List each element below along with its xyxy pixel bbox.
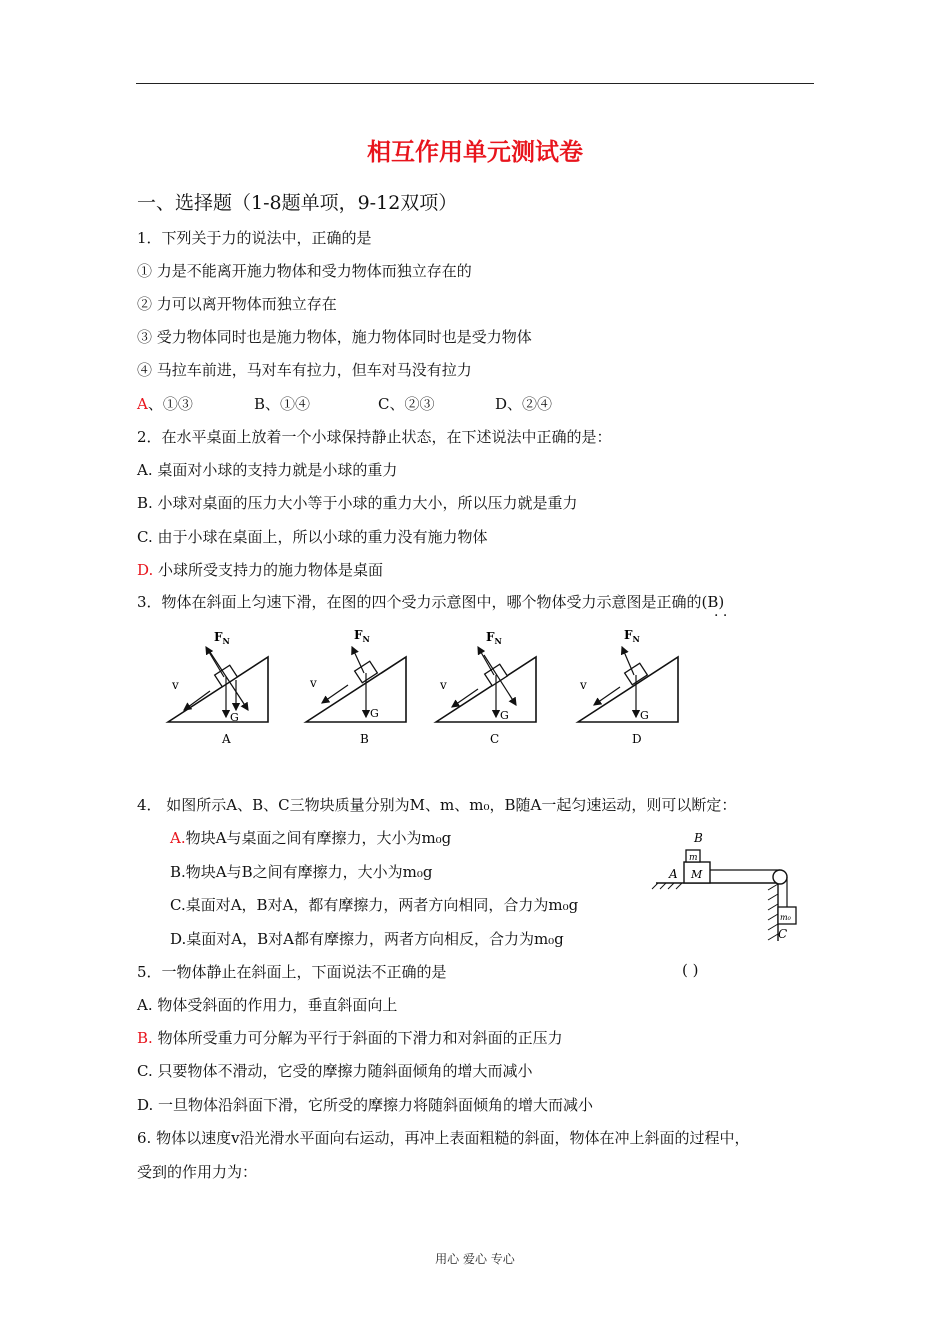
q5-option-b-letter: B. — [137, 1029, 153, 1047]
q5-stem: 5．一物体静止在斜面上，下面说法不正确的是 — [137, 963, 447, 981]
q2-option-c: C. 由于小球在桌面上，所以小球的重力没有施力物体 — [137, 528, 488, 546]
diagram-label-c: C — [490, 732, 500, 746]
q5-option-c: C. 只要物体不滑动，它受的摩擦力随斜面倾角的增大而减小 — [137, 1062, 533, 1080]
q5-option-b — [137, 1027, 563, 1048]
fig-label-c: C — [778, 927, 788, 941]
header-rule — [136, 83, 814, 84]
fig-label-m0: m₀ — [780, 913, 791, 922]
v-label-d: v — [580, 678, 587, 692]
q2-option-d-letter: D. — [137, 561, 154, 579]
q5-option-b-text: 物体所受重力可分解为平行于斜面的下滑力和对斜面的正压力 — [152, 1029, 563, 1047]
diagram-label-a: A — [222, 732, 231, 746]
q5-option-d: D. 一旦物体沿斜面下滑，它所受的摩擦力将随斜面倾角的增大而减小 — [137, 1096, 594, 1114]
diagram-label-b: B — [360, 732, 369, 746]
v-label-c: v — [440, 678, 447, 692]
q6-line-2: 受到的作用力为： — [137, 1163, 258, 1181]
q2-option-b: B. 小球对桌面的压力大小等于小球的重力大小，所以压力就是重力 — [137, 494, 578, 512]
fig-label-m: m — [689, 853, 698, 863]
g-label-d: G — [640, 709, 649, 722]
v-label-b: v — [310, 676, 317, 690]
fig-label-a: A — [669, 867, 678, 881]
q5-option-a: A. 物体受斜面的作用力，垂直斜面向上 — [137, 996, 398, 1014]
q1-stem: 1．下列关于力的说法中，正确的是 — [137, 229, 372, 247]
q4-stem: 4． 如图所示A、B、C三物块质量分别为M、m、m₀，B随A一起匀速运动，则可以断定： — [137, 796, 737, 814]
q4-option-b: B.物块A与B之间有摩擦力，大小为m₀g — [170, 863, 433, 881]
page-title: 相互作用单元测试卷 — [367, 138, 583, 166]
q4-option-a — [170, 827, 451, 848]
q4-option-a-letter: A. — [170, 829, 186, 847]
fig-label-b: B — [694, 831, 703, 845]
q1-option-d: D、②④ — [495, 395, 553, 413]
q6-line-1: 6. 物体以速度v沿光滑水平面向右运动，再冲上表面粗糙的斜面，物体在冲上斜面的过程中， — [137, 1129, 750, 1147]
incline-diagrams — [160, 625, 700, 750]
fn-label-c: $F_N$ — [486, 630, 502, 646]
q2-stem: 2．在水平桌面上放着一个小球保持静止状态，在下述说法中正确的是： — [137, 428, 612, 446]
q2-option-a: A. 桌面对小球的支持力就是小球的重力 — [137, 461, 398, 479]
incline-diagram-c — [436, 630, 536, 746]
g-label-c: G — [500, 709, 509, 722]
fig-label-big-m: M — [691, 868, 703, 881]
emphasis-dots: · · — [714, 608, 728, 624]
q3-stem: 3．物体在斜面上匀速下滑，在图的四个受力示意图中，哪个物体受力示意图是正确的(B) — [137, 593, 725, 611]
g-label-a: G — [230, 711, 239, 724]
fn-label-a: $F_N$ — [214, 630, 230, 646]
fn-label-b: $F_N$ — [354, 628, 370, 644]
q1-option-c: C、②③ — [378, 395, 435, 413]
q4-option-c: C.桌面对A，B对A，都有摩擦力，两者方向相同，合力为m₀g — [170, 896, 579, 914]
q1-item-4: ④ 马拉车前进，马对车有拉力，但车对马没有拉力 — [137, 361, 472, 379]
q1-option-a-text: 、①③ — [147, 395, 193, 413]
q2-option-d — [137, 559, 383, 580]
incline-diagram-d — [578, 628, 678, 746]
q1-item-2: ② 力可以离开物体而独立存在 — [137, 295, 337, 313]
pulley-diagram — [650, 828, 800, 943]
incline-diagram-b — [306, 628, 406, 746]
q1-option-a-letter: A — [137, 395, 148, 413]
q1-item-3: ③ 受力物体同时也是施力物体，施力物体同时也是受力物体 — [137, 328, 532, 346]
q1-option-a — [137, 393, 254, 414]
v-label-a: v — [172, 678, 179, 692]
diagram-label-d: D — [632, 732, 642, 746]
q1-option-b: B、①④ — [254, 395, 311, 413]
g-label-b: G — [370, 707, 379, 720]
q4-option-a-text: 物块A与桌面之间有摩擦力，大小为m₀g — [185, 829, 452, 847]
q1-options — [137, 393, 552, 414]
section-heading: 一、选择题（1-8题单项，9-12双项） — [137, 192, 458, 214]
fn-label-d: $F_N$ — [624, 628, 640, 644]
q5-answer-paren: ( ) — [682, 961, 699, 979]
q1-item-1: ① 力是不能离开施力物体和受力物体而独立存在的 — [137, 262, 472, 280]
pulley — [773, 870, 787, 884]
incline-diagram-a — [168, 630, 268, 746]
page-footer: 用心 爱心 专心 — [435, 1252, 515, 1266]
q2-option-d-text: 小球所受支持力的施力物体是桌面 — [153, 561, 384, 579]
q4-option-d: D.桌面对A，B对A都有摩擦力，两者方向相反，合力为m₀g — [170, 930, 564, 948]
